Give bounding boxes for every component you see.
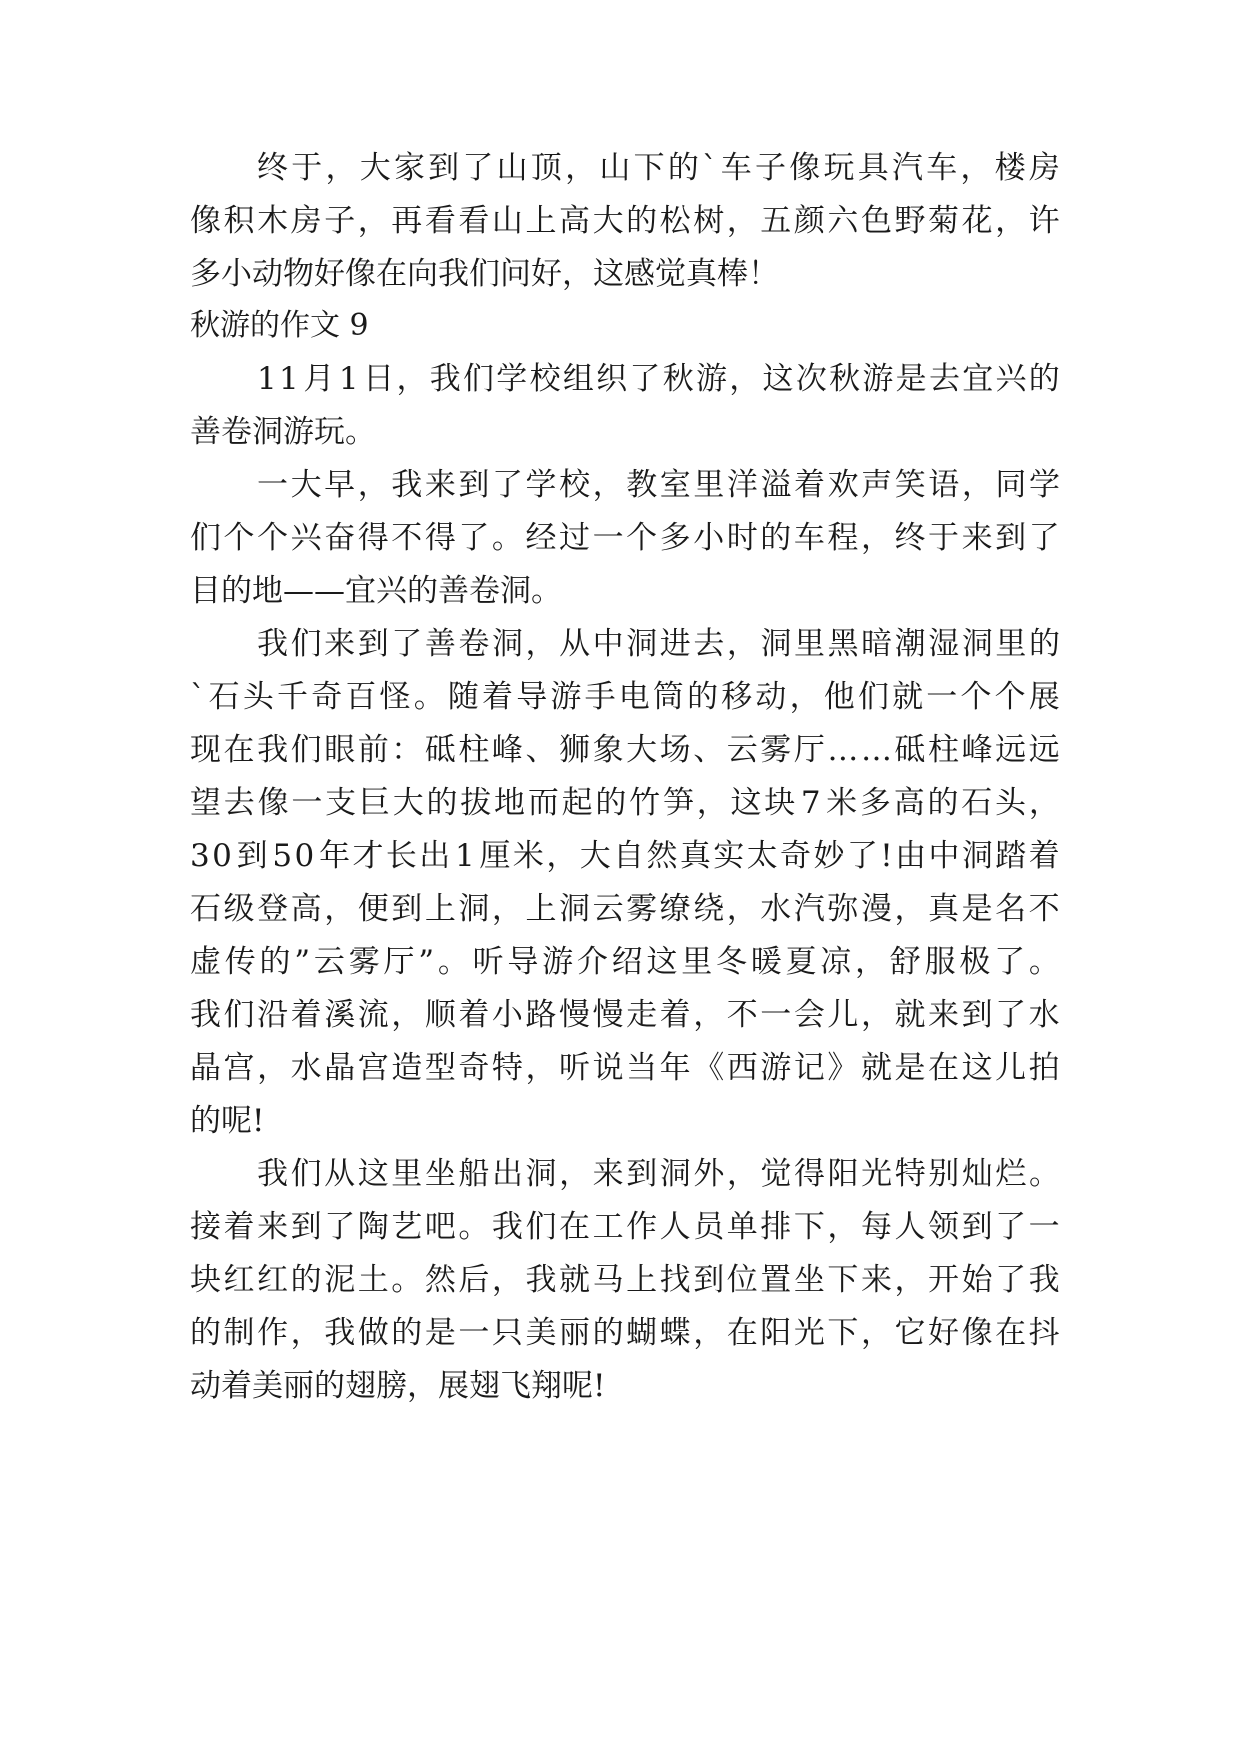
- paragraph-line: 我 们 从 这 里 坐 船 出 洞 ， 来 到 洞 外 ， 觉 得 阳 光 特 别 灿 烂 。: [257, 1156, 1060, 1192]
- paragraph-line: 我 们 沿 着 溪 流 ， 顺 着 小 路 慢 慢 走 着 ， 不 一 会 儿 ， 就 来 到 了 水: [190, 997, 1060, 1033]
- paragraph-line: 多小动物好像在向我们问好，这感觉真棒！: [190, 256, 779, 292]
- paragraph-line: 望 去 像 一 支 巨 大 的 拔 地 而 起 的 竹 笋 ， 这 块 7 米 多 高 的 石 头 ，: [190, 785, 1060, 821]
- paragraph-line: 动着美丽的翅膀，展翅飞翔呢!: [190, 1368, 606, 1404]
- paragraph-line: 晶 宫 ， 水 晶 宫 造 型 奇 特 ， 听 说 当 年 《 西 游 记 》 就 是 在 这 儿 拍: [190, 1050, 1060, 1086]
- paragraph-line: 目的地——宜兴的善卷洞。: [190, 573, 562, 609]
- paragraph-line: 善卷洞游玩。: [190, 414, 376, 450]
- paragraph-line: ` 石 头 千 奇 百 怪 。 随 着 导 游 手 电 筒 的 移 动 ， 他 们 就 一 个 个 展: [190, 679, 1060, 715]
- paragraph-line: 3 0 到 5 0 年 才 长 出 1 厘 米 ， 大 自 然 真 实 太 奇 妙 了 ! 由 中 洞 踏 着: [190, 838, 1060, 874]
- paragraph-line: 我 们 来 到 了 善 卷 洞 ， 从 中 洞 进 去 ， 洞 里 黑 暗 潮 湿 洞 里 的: [257, 626, 1060, 662]
- paragraph-line: 的呢!: [190, 1103, 265, 1139]
- paragraph-line: 1 1 月 1 日 ， 我 们 学 校 组 织 了 秋 游 ， 这 次 秋 游 是 去 宜 兴 的: [257, 361, 1060, 397]
- essay-heading: 秋游的作文 9: [190, 308, 369, 343]
- paragraph-line: 接 着 来 到 了 陶 艺 吧 。 我 们 在 工 作 人 员 单 排 下 ， 每 人 领 到 了 一: [190, 1209, 1060, 1245]
- paragraph-line: 的 制 作 ， 我 做 的 是 一 只 美 丽 的 蝴 蝶 ， 在 阳 光 下 ， 它 好 像 在 抖: [190, 1315, 1060, 1351]
- paragraph-line: 石 级 登 高 ， 便 到 上 洞 ， 上 洞 云 雾 缭 绕 ， 水 汽 弥 漫 ， 真 是 名 不: [190, 891, 1060, 927]
- paragraph-line: 一 大 早 ， 我 来 到 了 学 校 ， 教 室 里 洋 溢 着 欢 声 笑 语 ， 同 学: [257, 467, 1060, 503]
- paragraph-line: 现 在 我 们 眼 前 ： 砥 柱 峰 、 狮 象 大 场 、 云 雾 厅 … … 砥 柱 峰 远 远: [190, 732, 1060, 768]
- paragraph-line: 虚 传 的 ” 云 雾 厅 ” 。 听 导 游 介 绍 这 里 冬 暖 夏 凉 ， 舒 服 极 了 。: [190, 944, 1060, 980]
- paragraph-line: 块 红 红 的 泥 土 。 然 后 ， 我 就 马 上 找 到 位 置 坐 下 来 ， 开 始 了 我: [190, 1262, 1060, 1298]
- paragraph-line: 像 积 木 房 子 ， 再 看 看 山 上 高 大 的 松 树 ， 五 颜 六 色 野 菊 花 ， 许: [190, 203, 1060, 239]
- paragraph-line: 终 于 ， 大 家 到 了 山 顶 ， 山 下 的 ` 车 子 像 玩 具 汽 车 ， 楼 房: [257, 150, 1060, 186]
- paragraph-line: 们 个 个 兴 奋 得 不 得 了 。 经 过 一 个 多 小 时 的 车 程 ， 终 于 来 到 了: [190, 520, 1060, 556]
